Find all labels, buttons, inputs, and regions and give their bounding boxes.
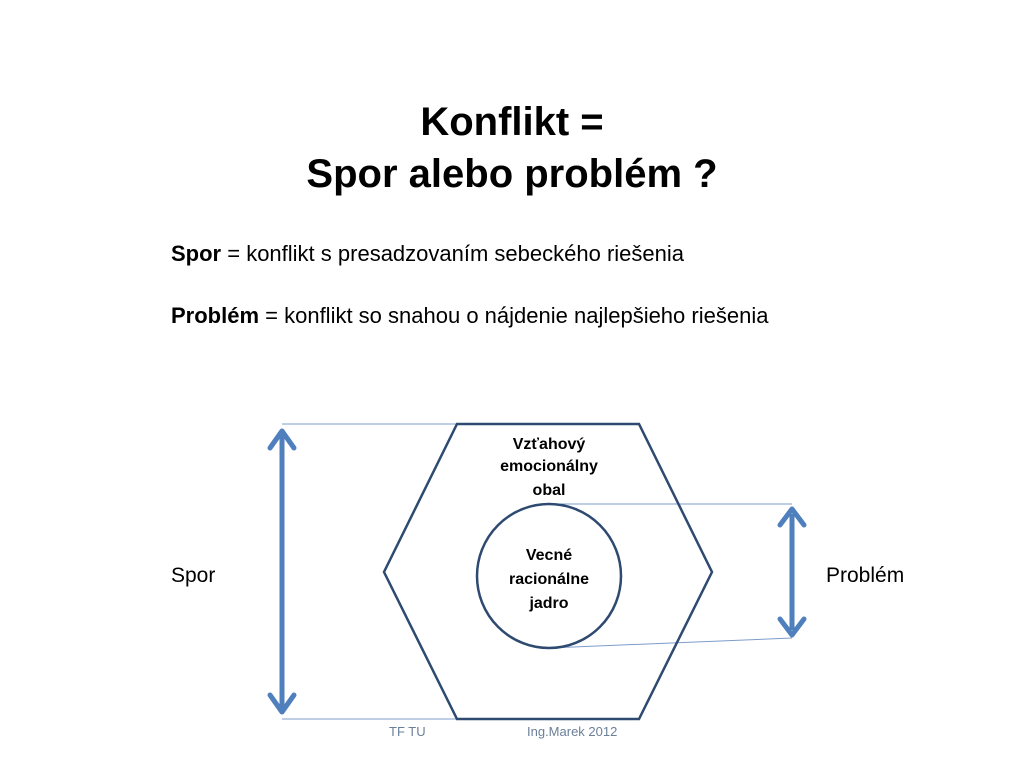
label-problem: Problém (826, 564, 905, 587)
title-line-1: Konflikt = (420, 100, 604, 144)
footer-right: Ing.Marek 2012 (527, 724, 618, 739)
outer-label-line-3: obal (532, 482, 566, 499)
inner-label-line-3: jadro (529, 595, 569, 612)
inner-label-line-1: Vecné (525, 547, 573, 564)
definition-text: = konflikt so snahou o nájdenie najlepšieho riešenia (259, 303, 769, 328)
definition-term: Problém (171, 303, 260, 328)
problem-double-arrow (780, 509, 804, 635)
footer-left: TF TU (389, 724, 426, 739)
label-spor: Spor (171, 564, 216, 587)
inner-label-line-2: racionálne (508, 571, 590, 588)
definition-text: = konflikt s presadzovaním sebeckého riešenia (221, 241, 684, 266)
outer-label-line-1: Vzťahový (512, 436, 586, 453)
definition-term: Spor (171, 241, 222, 266)
outer-label-line-2: emocionálny (500, 458, 598, 475)
spor-double-arrow (270, 431, 294, 712)
title-line-2: Spor alebo problém ? (306, 152, 718, 196)
